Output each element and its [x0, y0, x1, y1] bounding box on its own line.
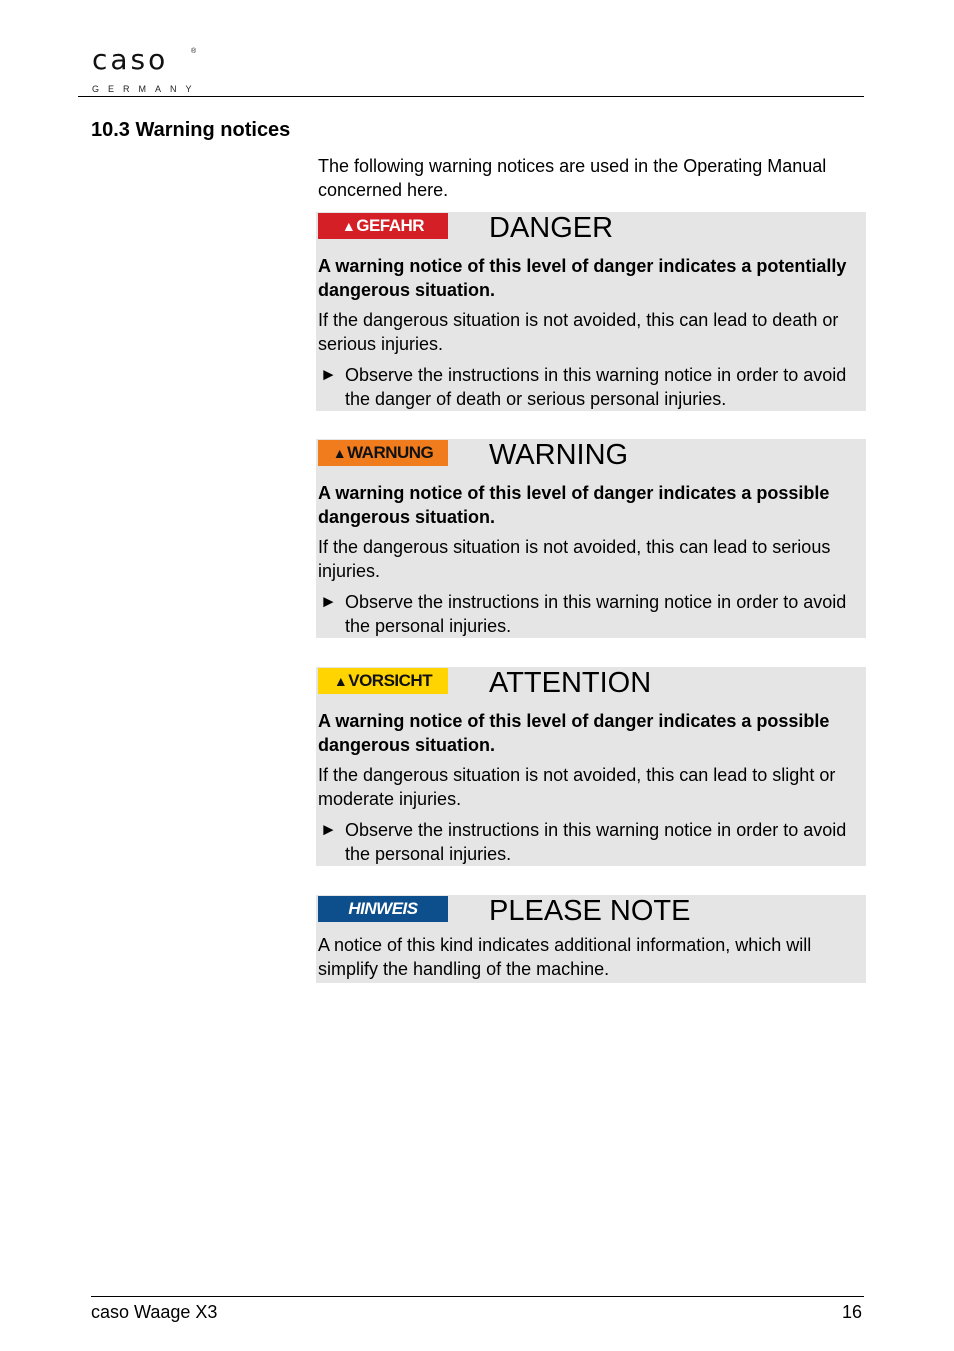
attention-badge-label: VORSICHT [348, 671, 433, 690]
intro-text: The following warning notices are used in the Operating Manual concerned here. [318, 156, 827, 200]
arrow-right-icon: ► [320, 592, 337, 611]
warning-badge [318, 440, 448, 466]
note-badge [318, 896, 448, 922]
logo-wordmark: caso [92, 43, 169, 76]
attention-consequence: If the dangerous situation is not avoided, this can lead to slight or moderate injuries. [318, 765, 836, 809]
danger-step-text: Observe the instructions in this warning notice in order to avoid the danger of death or serious personal injuries. [345, 365, 847, 409]
danger-definition: A warning notice of this level of danger indicates a potentially dangerous situation. [318, 256, 847, 300]
header-rule [78, 96, 864, 97]
attention-title: ATTENTION [489, 667, 652, 699]
footer-page-number: 16 [841, 1302, 862, 1322]
logo-registered-mark: ® [191, 48, 197, 55]
warning-definition: A warning notice of this level of danger indicates a possible dangerous situation. [318, 483, 830, 527]
note-text: A notice of this kind indicates additional information, which will simplify the handling of the machine. [318, 935, 812, 979]
arrow-right-icon: ► [320, 820, 337, 839]
warning-step-text: Observe the instructions in this warning notice in order to avoid the personal injuries. [345, 592, 847, 636]
attention-badge [318, 668, 448, 694]
warning-triangle-icon: ▲ [341, 218, 356, 234]
warning-badge-label: WARNUNG [347, 443, 434, 462]
logo-subtitle: GERMANY [92, 84, 201, 94]
danger-notice [316, 212, 866, 411]
section-title: 10.3 Warning notices [91, 119, 291, 141]
note-badge-label: HINWEIS [348, 899, 418, 918]
danger-badge [318, 213, 448, 239]
warning-title: WARNING [489, 439, 629, 471]
warning-triangle-icon: ▲ [332, 445, 347, 461]
attention-step-text: Observe the instructions in this warning notice in order to avoid the personal injuries. [345, 820, 847, 864]
warning-consequence: If the dangerous situation is not avoided, this can lead to serious injuries. [318, 537, 831, 581]
footer-rule [91, 1296, 864, 1297]
caso-logo [78, 34, 206, 104]
footer-product-name: caso Waage X3 [91, 1302, 218, 1322]
danger-consequence: If the dangerous situation is not avoided, this can lead to death or serious injuries. [318, 310, 839, 354]
note-title: PLEASE NOTE [489, 895, 691, 927]
warning-triangle-icon: ▲ [333, 673, 348, 689]
arrow-right-icon: ► [320, 365, 337, 384]
attention-notice [316, 667, 866, 866]
danger-badge-label: GEFAHR [356, 216, 425, 235]
warning-notice [316, 439, 866, 638]
note-notice [316, 895, 866, 983]
attention-definition: A warning notice of this level of danger indicates a possible dangerous situation. [318, 711, 830, 755]
danger-title: DANGER [489, 212, 614, 244]
